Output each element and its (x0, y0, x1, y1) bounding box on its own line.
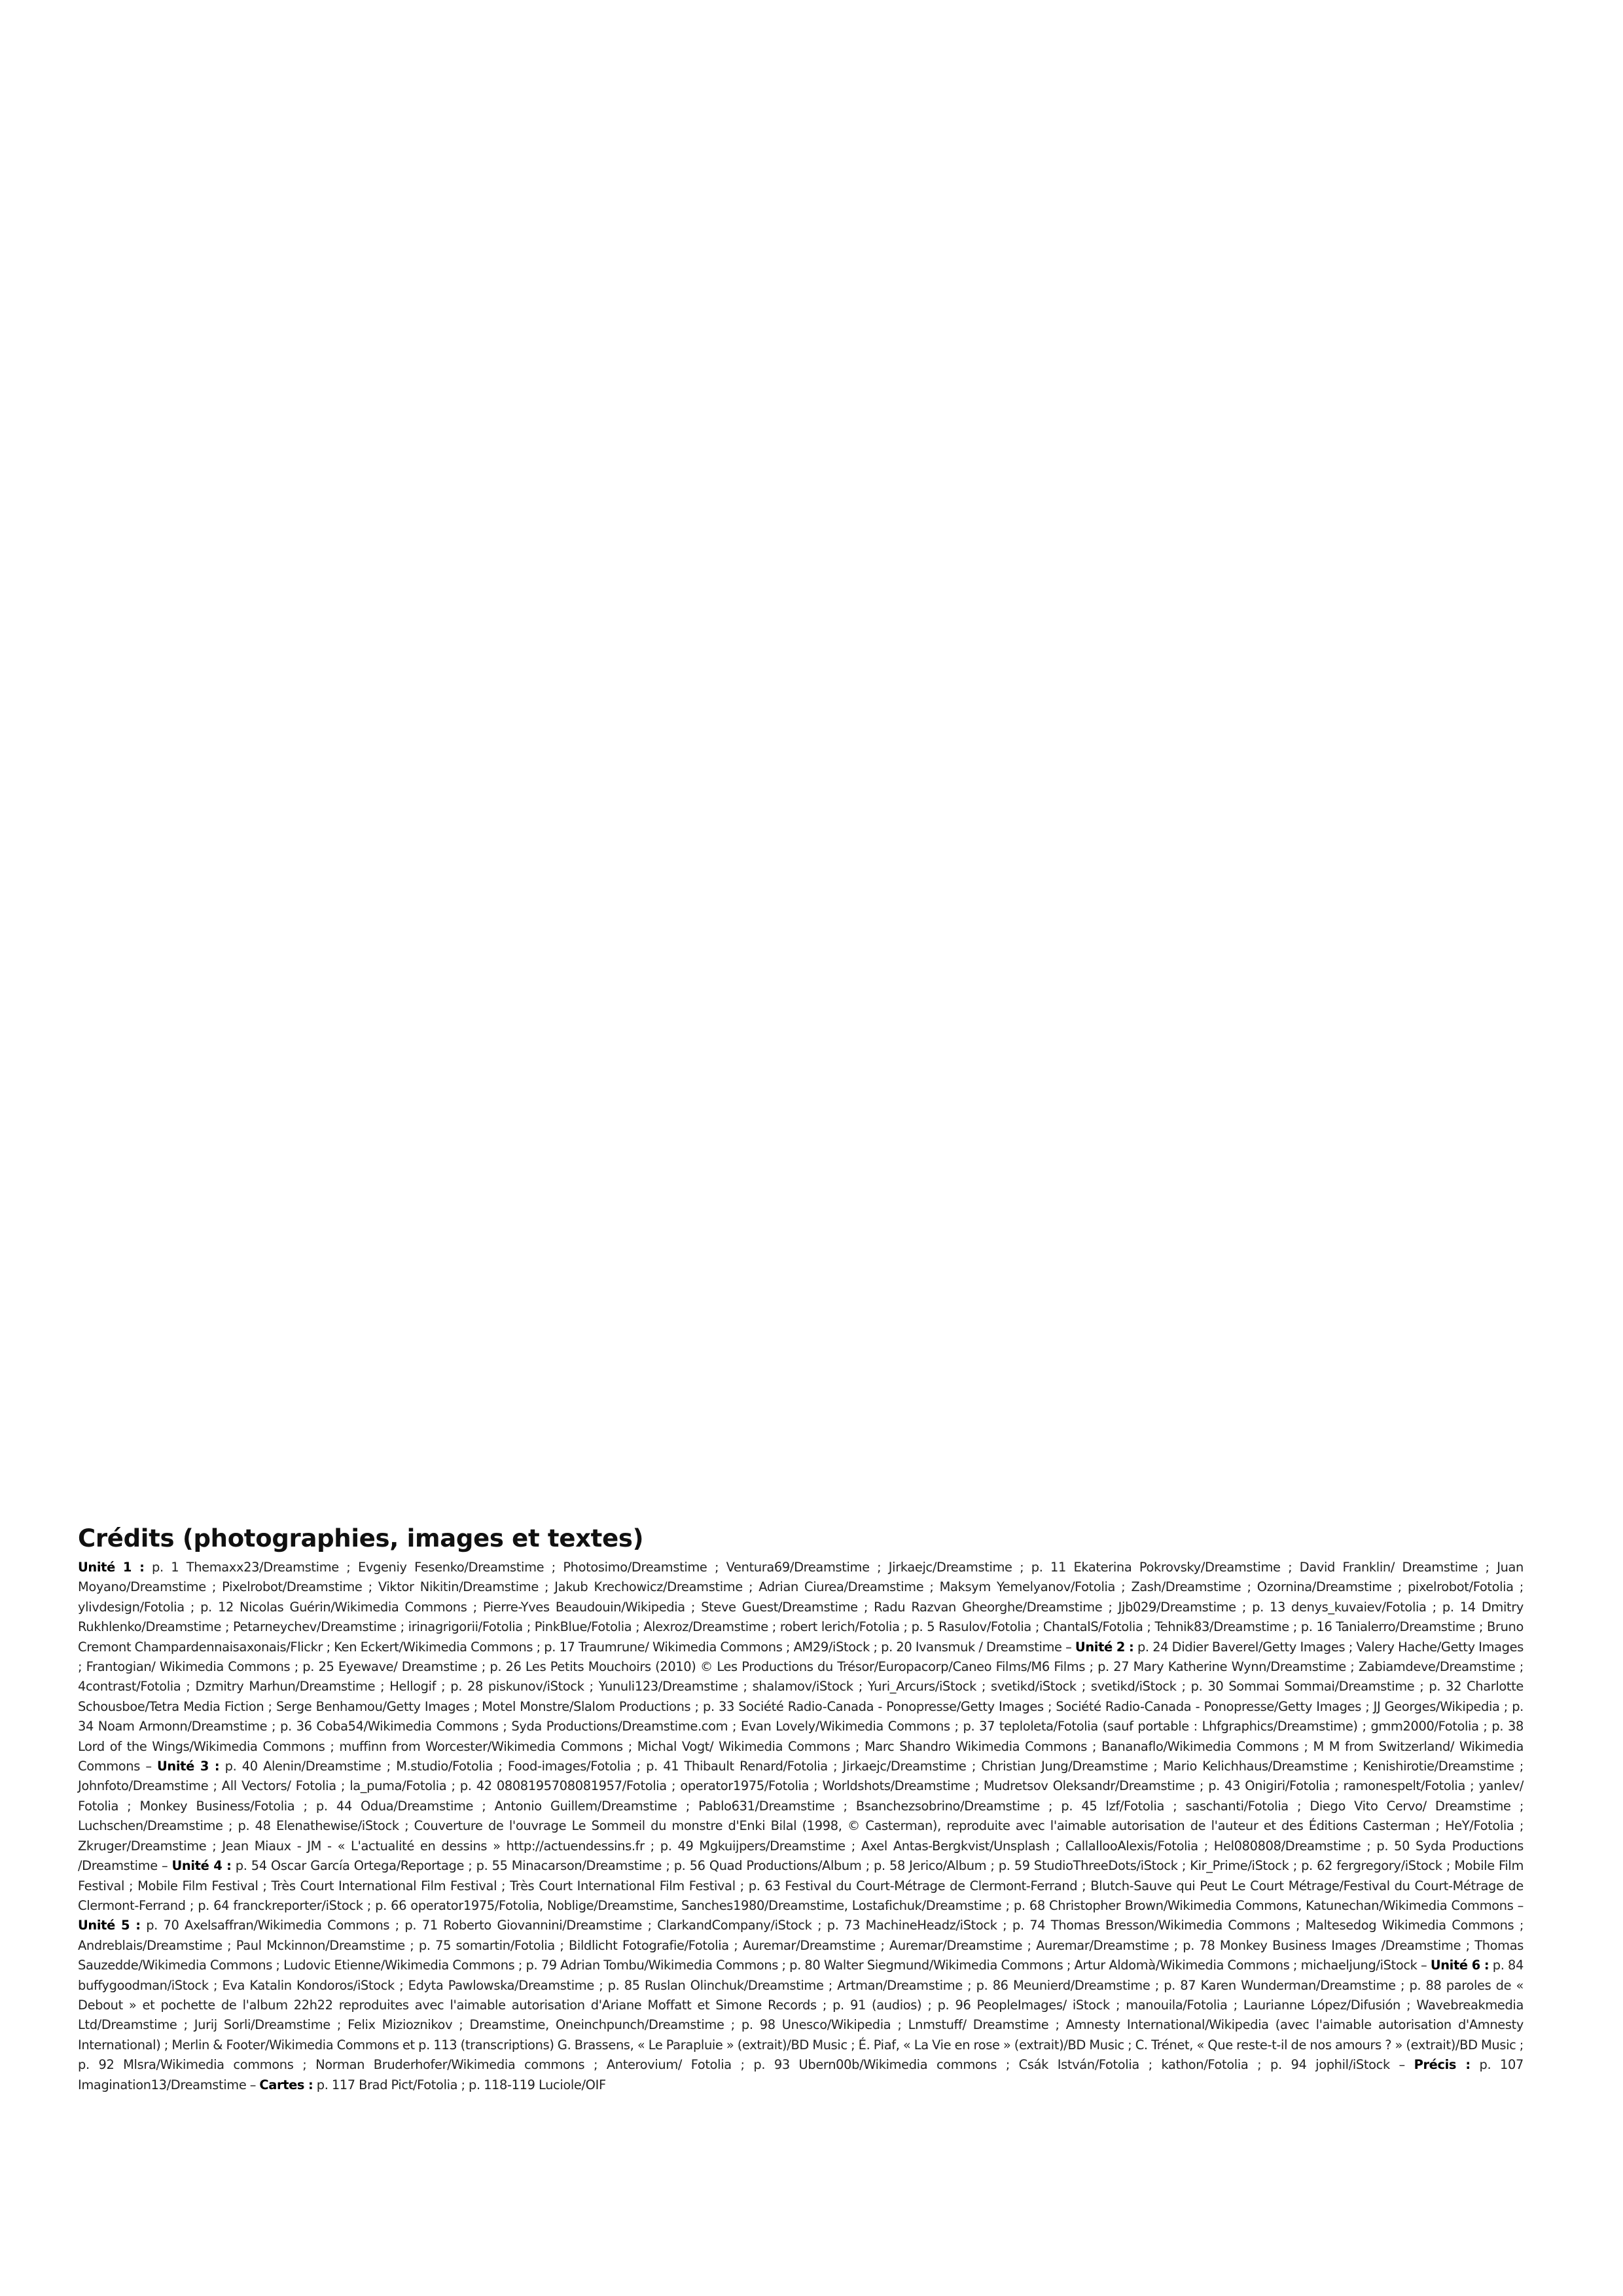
credits-section (78, 1524, 1524, 2095)
unit-3-label: Unité 3 : (157, 1759, 220, 1774)
unit-5-credits: p. 70 Axelsaffran/Wikimedia Commons ; p. 71 Roberto Giovannini/Dreamstime ; ClarkandCompany/iStock ; p. 73 MachineHeadz/iStock ; p. 74 Thomas Bresson/Wikimedia Commons ; Maltesedog Wikimedia Commons ; Andreblais/Dreamstime ; Paul Mckinnon/Dreamstime ; p. 75 somartin/Fotolia ; Bildlicht Fotografie/Fotolia ; Auremar/Dreamstime ; Auremar/Dreamstime ; Auremar/Dreamstime ; p. 78 Monkey Business Images /Dreamstime ; Thomas Sauzedde/Wikimedia Commons ; Ludovic Etienne/Wikimedia Commons ; p. 79 Adrian Tombu/Wikimedia Commons ; p. 80 Walter Siegmund/Wikimedia Commons ; Artur Aldomà/Wikimedia Commons ; michaeljung/iStock – (78, 1918, 1524, 1973)
unit-2-label: Unité 2 : (1075, 1639, 1134, 1655)
unit-5-label: Unité 5 : (78, 1918, 141, 1933)
unit-4-label: Unité 4 : (171, 1858, 232, 1874)
cartes-credits: p. 117 Brad Pict/Fotolia ; p. 118-119 Luciole/OIF (313, 2077, 606, 2092)
unit-6-credits: p. 84 buffygoodman/iStock ; Eva Katalin Kondoros/iStock ; Edyta Pawlowska/Dreamstime ; p. 85 Ruslan Olinchuk/Dreamstime ; Artman/Dreamstime ; p. 86 Meunierd/Dreamstime ; p. 87 Karen Wunderman/Dreamstime ; p. 88 paroles de « Debout » et pochette de l'album 22h22 reproduites avec l'aimable autorisation d'Ariane Moffatt et Simone Records ; p. 91 (audios) ; p. 96 PeopleImages/ iStock ; manouila/Fotolia ; Laurianne López/Difusión ; Wavebreakmedia Ltd/Dreamstime ; Jurij Sorli/Dreamstime ; Felix Mizioznikov ; Dreamstime, Oneinchpunch/Dreamstime ; p. 98 Unesco/Wikipedia ; Lnmstuff/ Dreamstime ; Amnesty International/Wikipedia (avec l'aimable autorisation d'Amnesty International) ; Merlin & Footer/Wikimedia Commons et p. 113 (transcriptions) G. Brassens, « Le Parapluie » (extrait)/BD Music ; É. Piaf, « La Vie en rose » (extrait)/BD Music ; C. Trénet, « Que reste-t-il de nos amours ? » (extrait)/BD Music ; p. 92 Mlsra/Wikimedia commons ; Norman Bruderhofer/Wikimedia commons ; Anterovium/ Fotolia ; p. 93 Ubern00b/Wikimedia commons ; Csák István/Fotolia ; kathon/Fotolia ; p. 94 jophil/iStock – (78, 1958, 1524, 2073)
unit-4-credits: p. 54 Oscar García Ortega/Reportage ; p. 55 Minacarson/Dreamstime ; p. 56 Quad Productions/Album ; p. 58 Jerico/Album ; p. 59 StudioThreeDots/iStock ; Kir_Prime/iStock ; p. 62 fergregory/iStock ; Mobile Film Festival ; Mobile Film Festival ; Très Court International Film Festival ; Très Court International Film Festival ; p. 63 Festival du Court-Métrage de Clermont-Ferrand ; Blutch-Sauve qui Peut Le Court Métrage/Festival du Court-Métrage de Clermont-Ferrand ; p. 64 franckreporter/iStock ; p. 66 operator1975/Fotolia, Noblige/Dreamstime, Sanches1980/Dreamstime, Lostafichuk/Dreamstime ; p. 68 Christopher Brown/Wikimedia Commons, Katunechan/Wikimedia Commons – (78, 1858, 1524, 1913)
credits-title: Crédits (photographies, images et textes) (78, 1524, 644, 1552)
credits-body (78, 1558, 1524, 2095)
precis-label: Précis : (1414, 2057, 1471, 2073)
unit-2-credits: p. 24 Didier Baverel/Getty Images ; Valery Hache/Getty Images ; Frantogian/ Wikimedia Commons ; p. 25 Eyewave/ Dreamstime ; p. 26 Les Petits Mouchoirs (2010) © Les Productions du Trésor/Europacorp/Caneo Films/M6 Films ; p. 27 Mary Katherine Wynn/Dreamstime ; Zabiamdeve/Dreamstime ; 4contrast/Fotolia ; Dzmitry Marhun/Dreamstime ; Hellogif ; p. 28 piskunov/iStock ; Yunuli123/Dreamstime ; shalamov/iStock ; Yuri_Arcurs/iStock ; svetikd/iStock ; svetikd/iStock ; p. 30 Sommai Sommai/Dreamstime ; p. 32 Charlotte Schousboe/Tetra Media Fiction ; Serge Benhamou/Getty Images ; Motel Monstre/Slalom Productions ; p. 33 Société Radio-Canada - Ponopresse/Getty Images ; Société Radio-Canada - Ponopresse/Getty Images ; JJ Georges/Wikipedia ; p. 34 Noam Armonn/Dreamstime ; p. 36 Coba54/Wikimedia Commons ; Syda Productions/Dreamstime.com ; Evan Lovely/Wikimedia Commons ; p. 37 teploleta/Fotolia (sauf portable : Lhfgraphics/Dreamstime) ; gmm2000/Fotolia ; p. 38 Lord of the Wings/Wikimedia Commons ; muffinn from Worcester/Wikimedia Commons ; Michal Vogt/ Wikimedia Commons ; Marc Shandro Wikimedia Commons ; Bananaflo/Wikimedia Commons ; M M from Switzerland/ Wikimedia Commons – (78, 1639, 1524, 1774)
precis-credits: p. 107 Imagination13/Dreamstime – (78, 2057, 1524, 2092)
unit-6-label: Unité 6 : (1430, 1958, 1489, 1973)
unit-1-credits: p. 1 Themaxx23/Dreamstime ; Evgeniy Fesenko/Dreamstime ; Photosimo/Dreamstime ; Ventura69/Dreamstime ; Jirkaejc/Dreamstime ; p. 11 Ekaterina Pokrovsky/Dreamstime ; David Franklin/ Dreamstime ; Juan Moyano/Dreamstime ; Pixelrobot/Dreamstime ; Viktor Nikitin/Dreamstime ; Jakub Krechowicz/Dreamstime ; Adrian Ciurea/Dreamstime ; Maksym Yemelyanov/Fotolia ; Zash/Dreamstime ; Ozornina/Dreamstime ; pixelrobot/Fotolia ; ylivdesign/Fotolia ; p. 12 Nicolas Guérin/Wikimedia Commons ; Pierre-Yves Beaudouin/Wikipedia ; Steve Guest/Dreamstime ; Radu Razvan Gheorghe/Dreamstime ; Jjb029/Dreamstime ; p. 13 denys_kuvaiev/Fotolia ; p. 14 Dmitry Rukhlenko/Dreamstime ; Petarneychev/Dreamstime ; irinagrigorii/Fotolia ; PinkBlue/Fotolia ; Alexroz/Dreamstime ; robert lerich/Fotolia ; p. 5 Rasulov/Fotolia ; ChantalS/Fotolia ; Tehnik83/Dreamstime ; p. 16 Tanialerro/Dreamstime ; Bruno Cremont Champardennaisaxonais/Flickr ; Ken Eckert/Wikimedia Commons ; p. 17 Traumrune/ Wikimedia Commons ; AM29/iStock ; p. 20 Ivansmuk / Dreamstime – (78, 1560, 1524, 1655)
unit-3-credits: p. 40 Alenin/Dreamstime ; M.studio/Fotolia ; Food-images/Fotolia ; p. 41 Thibault Renard/Fotolia ; Jirkaejc/Dreamstime ; Christian Jung/Dreamstime ; Mario Kelichhaus/Dreamstime ; Kenishirotie/Dreamstime ; Johnfoto/Dreamstime ; All Vectors/ Fotolia ; la_puma/Fotolia ; p. 42 0808195708081957/Fotolia ; operator1975/Fotolia ; Worldshots/Dreamstime ; Mudretsov Oleksandr/Dreamstime ; p. 43 Onigiri/Fotolia ; ramonespelt/Fotolia ; yanlev/ Fotolia ; Monkey Business/Fotolia ; p. 44 Odua/Dreamstime ; Antonio Guillem/Dreamstime ; Pablo631/Dreamstime ; Bsanchezsobrino/Dreamstime ; p. 45 lzf/Fotolia ; saschanti/Fotolia ; Diego Vito Cervo/ Dreamstime ; Luchschen/Dreamstime ; p. 48 Elenathewise/iStock ; Couverture de l'ouvrage Le Sommeil du monstre d'Enki Bilal (1998, © Casterman), reproduite avec l'aimable autorisation de l'auteur et des Éditions Casterman ; HeY/Fotolia ; Zkruger/Dreamstime ; Jean Miaux - JM - « L'actualité en dessins » http://actuendessins.fr ; p. 49 Mgkuijpers/Dreamstime ; Axel Antas-Bergkvist/Unsplash ; CallallooAlexis/Fotolia ; Hel080808/Dreamstime ; p. 50 Syda Productions /Dreamstime – (78, 1759, 1524, 1874)
unit-1-label: Unité 1 : (78, 1560, 145, 1575)
cartes-label: Cartes : (259, 2077, 313, 2092)
